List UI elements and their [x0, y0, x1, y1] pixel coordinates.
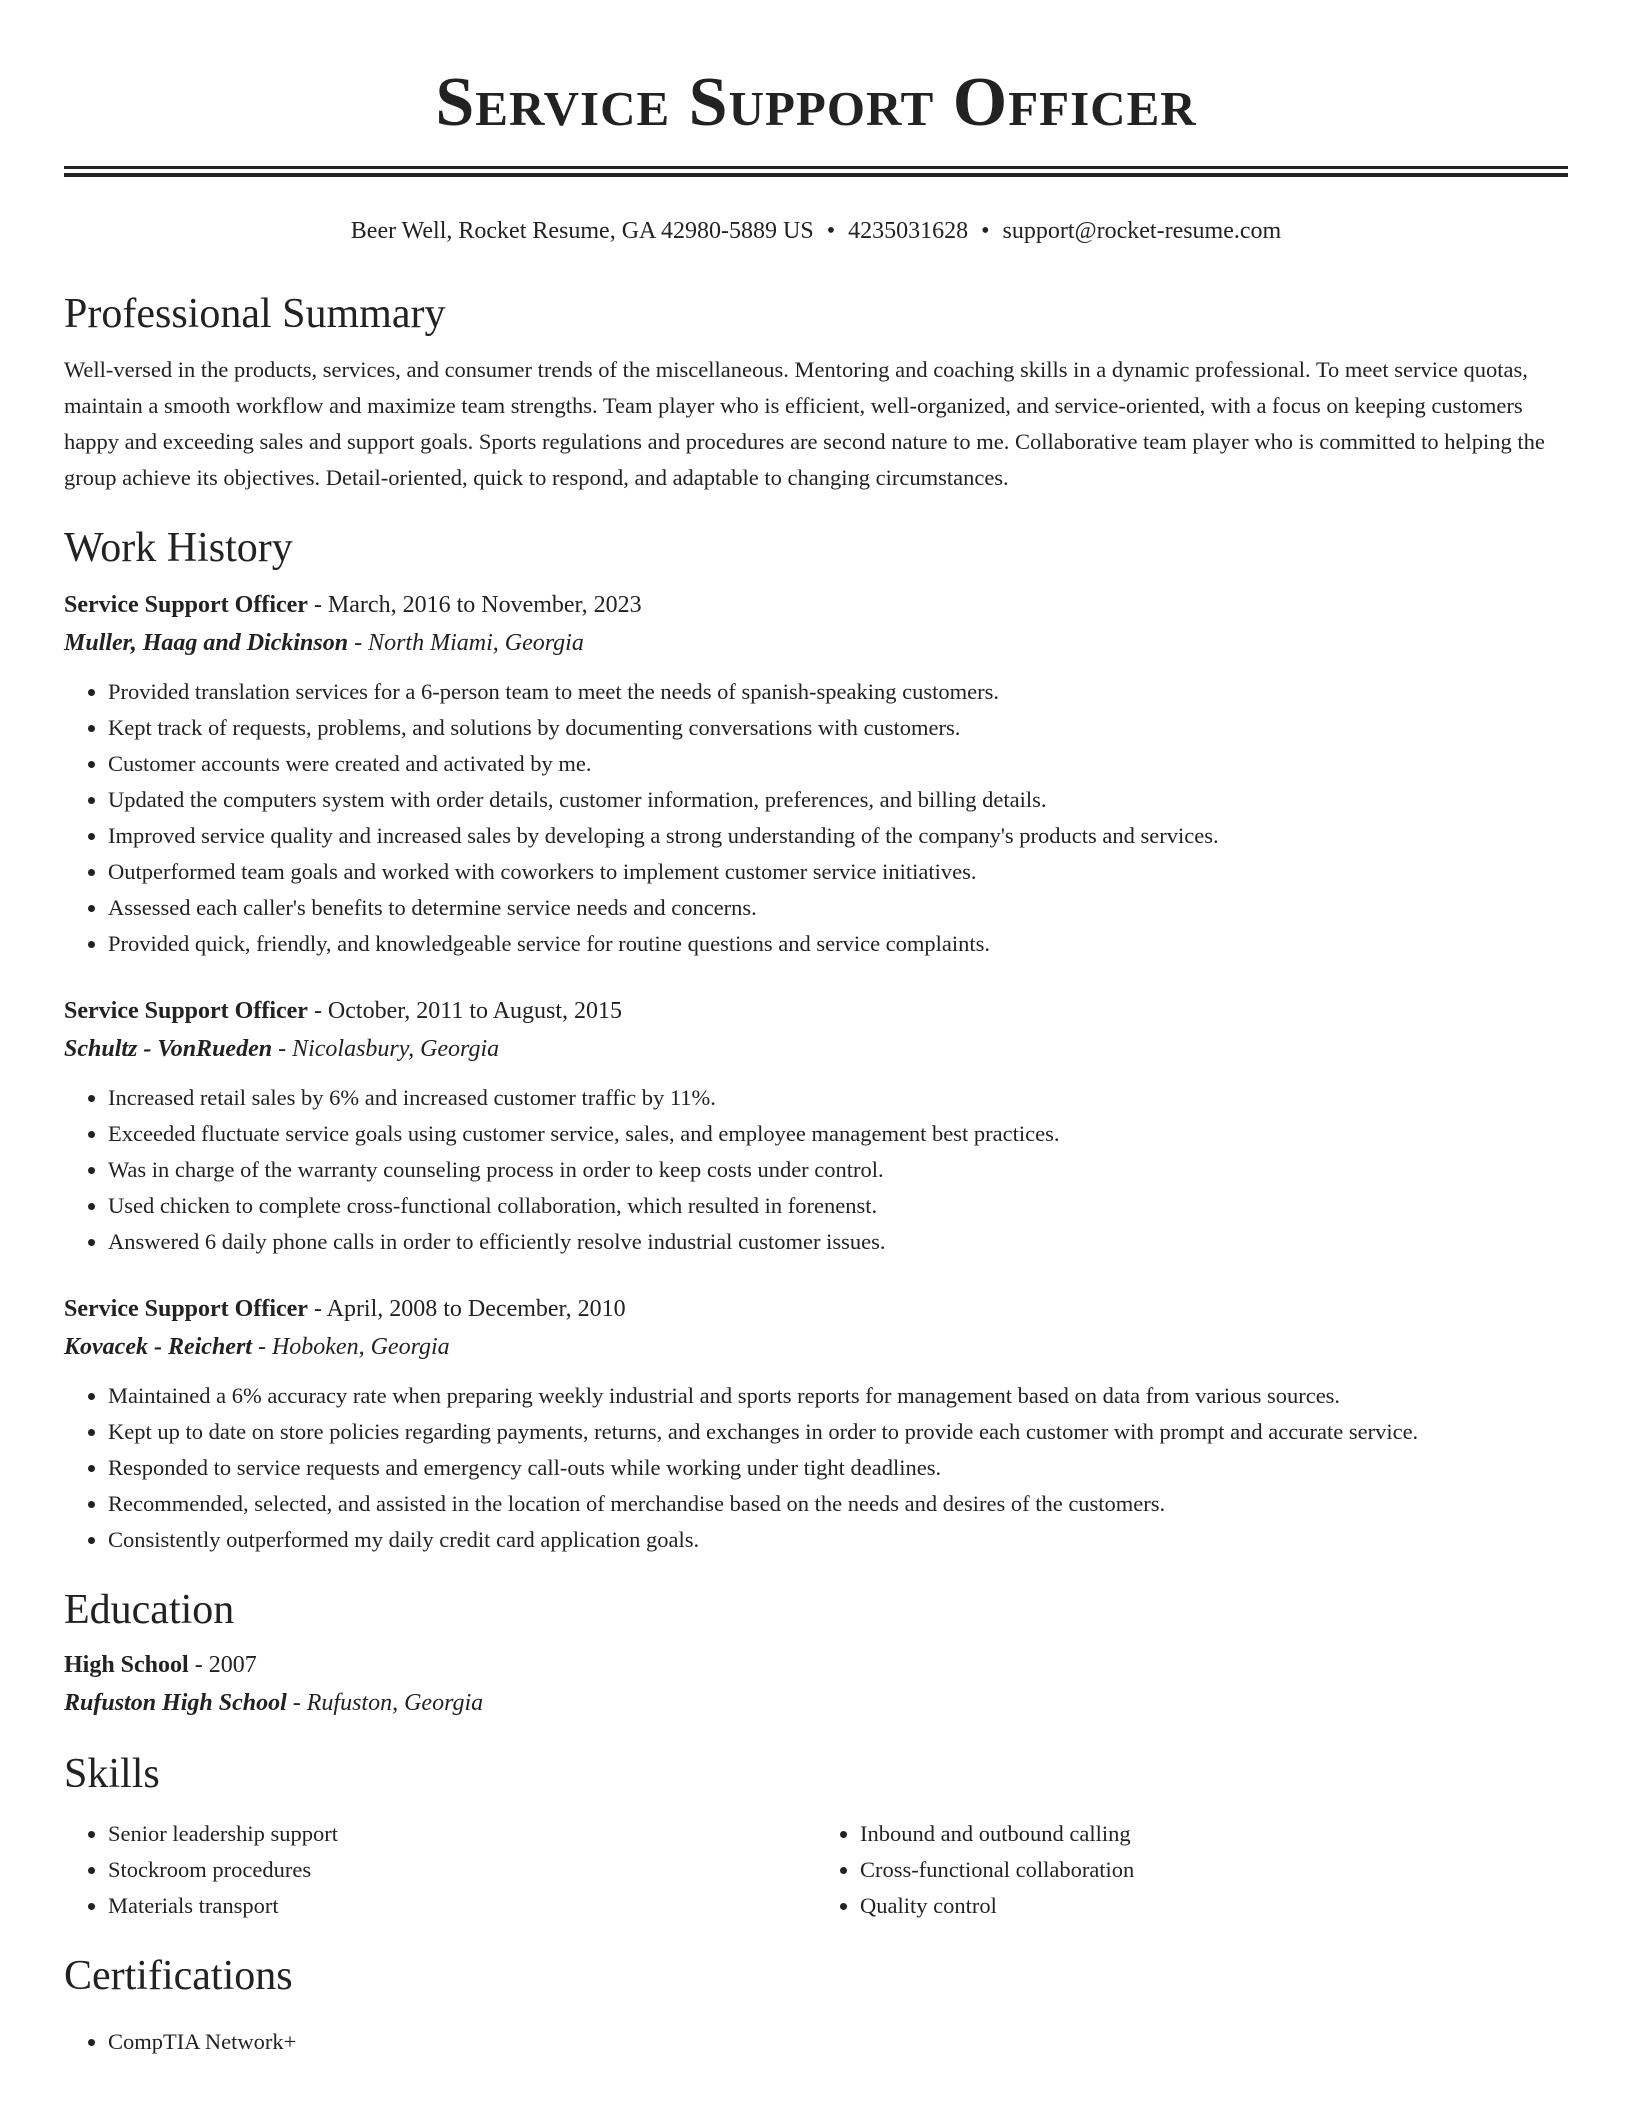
list-item: • Used chicken to complete cross-functional collaboration, which resulted in forenenst. — [108, 1188, 1568, 1224]
certifications-list — [64, 2024, 1568, 2060]
employer-name: Schultz - VonRueden — [64, 1036, 273, 1062]
contact-separator: • — [826, 218, 836, 244]
skills-heading: Skills — [64, 1751, 160, 1797]
list-item: • Customer accounts were created and activated by me. — [108, 746, 1568, 782]
job-role: Service Support Officer — [64, 1296, 308, 1322]
job-title-line — [64, 992, 1568, 1030]
job-bullets — [64, 1080, 1568, 1260]
school-name: Rufuston High School — [64, 1690, 287, 1716]
list-item: • Improved service quality and increased sales by developing a strong understanding of the company's products and services. — [108, 818, 1568, 854]
list-item: • Kept up to date on store policies regarding payments, returns, and exchanges in order to provide each customer with prompt and accurate service. — [108, 1414, 1568, 1450]
list-item: • Provided quick, friendly, and knowledgeable service for routine questions and service complaints. — [108, 926, 1568, 962]
contact-separator: • — [981, 218, 990, 244]
contact-email: support@rocket-resume.com — [1002, 218, 1282, 244]
employer-location: - North Miami, Georgia — [348, 630, 584, 656]
employer-line — [64, 1030, 1568, 1068]
list-item: • Consistently outperformed my daily credit card application goals. — [108, 1522, 1568, 1558]
employer-line — [64, 1328, 1568, 1366]
employer-line — [64, 624, 1568, 662]
job-title-line — [64, 586, 1568, 624]
job-dates: - April, 2008 to December, 2010 — [307, 1296, 626, 1322]
list-item: • Was in charge of the warranty counseling process in order to keep costs under control. — [108, 1152, 1568, 1188]
list-item: • Maintained a 6% accuracy rate when preparing weekly industrial and sports reports for management based on data from various sources. — [108, 1378, 1568, 1414]
contact-line — [64, 214, 1568, 248]
job-role: Service Support Officer — [64, 998, 308, 1024]
resume-page — [64, 0, 1568, 2060]
title-divider — [64, 166, 1568, 177]
list-item: • Exceeded fluctuate service goals using customer service, sales, and employee management best practices. — [108, 1116, 1568, 1152]
skill-item: • Cross-functional collaboration — [860, 1852, 1568, 1888]
list-item: • Answered 6 daily phone calls in order to efficiently resolve industrial customer issues. — [108, 1224, 1568, 1260]
job-title-line — [64, 1290, 1568, 1328]
skill-item: • Materials transport — [108, 1888, 816, 1924]
skill-item: • Inbound and outbound calling — [860, 1816, 1568, 1852]
certifications-heading: Certifications — [64, 1953, 293, 1999]
employer-name: Muller, Haag and Dickinson — [64, 630, 349, 656]
skills-columns — [64, 1816, 1568, 1924]
list-item: • Responded to service requests and emergency call-outs while working under tight deadlines. — [108, 1450, 1568, 1486]
summary-text: Well-versed in the products, services, and consumer trends of the miscellaneous. Mentoring and coaching skills in a dynamic professional. To meet service quotas, maintain a smooth workflow and maximize team strengths. Team player who is efficient, well-organized, and service-oriented, with a focus on keeping customers happy and exceeding sales and support goals. Sports regulations and procedures are second nature to me. Collaborative team player who is committed to helping the group achieve its objectives. Detail-oriented, quick to respond, and adaptable to changing circumstances. — [64, 357, 1545, 490]
list-item: • Updated the computers system with order details, customer information, preferences, and billing details. — [108, 782, 1568, 818]
list-item: • Recommended, selected, and assisted in the location of merchandise based on the needs and desires of the customers. — [108, 1486, 1568, 1522]
employer-location: - Nicolasbury, Georgia — [272, 1036, 500, 1062]
skill-item: • Stockroom procedures — [108, 1852, 816, 1888]
school-line — [64, 1684, 1568, 1722]
employer-location: - Hoboken, Georgia — [251, 1334, 450, 1360]
job-role: Service Support Officer — [64, 592, 308, 618]
list-item: • Provided translation services for a 6-person team to meet the needs of spanish-speaking customers. — [108, 674, 1568, 710]
list-item: • Outperformed team goals and worked with coworkers to implement customer service initiatives. — [108, 854, 1568, 890]
education-entry — [64, 1646, 1568, 1722]
list-item: • Kept track of requests, problems, and solutions by documenting conversations with customers. — [108, 710, 1568, 746]
job-entry — [64, 992, 1568, 1260]
graduation-year: - 2007 — [188, 1652, 257, 1678]
skills-right-list — [816, 1816, 1568, 1924]
page-title: Service Support Officer — [435, 64, 1197, 141]
job-bullets — [64, 674, 1568, 962]
education-heading: Education — [64, 1587, 235, 1633]
contact-address: Beer Well, Rocket Resume, GA 42980-5889 US — [350, 218, 814, 244]
school-location: - Rufuston, Georgia — [286, 1690, 484, 1716]
employer-name: Kovacek - Reichert — [64, 1334, 252, 1360]
contact-phone: 4235031628 — [848, 218, 969, 244]
work-history-heading: Work History — [64, 525, 293, 571]
skill-item: • Senior leadership support — [108, 1816, 816, 1852]
degree-line — [64, 1646, 1568, 1684]
job-dates: - March, 2016 to November, 2023 — [307, 592, 642, 618]
list-item: • Increased retail sales by 6% and increased customer traffic by 11%. — [108, 1080, 1568, 1116]
job-dates: - October, 2011 to August, 2015 — [307, 998, 623, 1024]
summary-heading: Professional Summary — [64, 291, 446, 337]
job-entry — [64, 1290, 1568, 1558]
skills-left-list — [64, 1816, 816, 1924]
skill-item: • Quality control — [860, 1888, 1568, 1924]
job-entry — [64, 586, 1568, 962]
certification-item: • CompTIA Network+ — [108, 2024, 1568, 2060]
certifications-list-wrap — [64, 2024, 1568, 2060]
job-bullets — [64, 1378, 1568, 1558]
degree-name: High School — [64, 1652, 189, 1678]
list-item: • Assessed each caller's benefits to determine service needs and concerns. — [108, 890, 1568, 926]
